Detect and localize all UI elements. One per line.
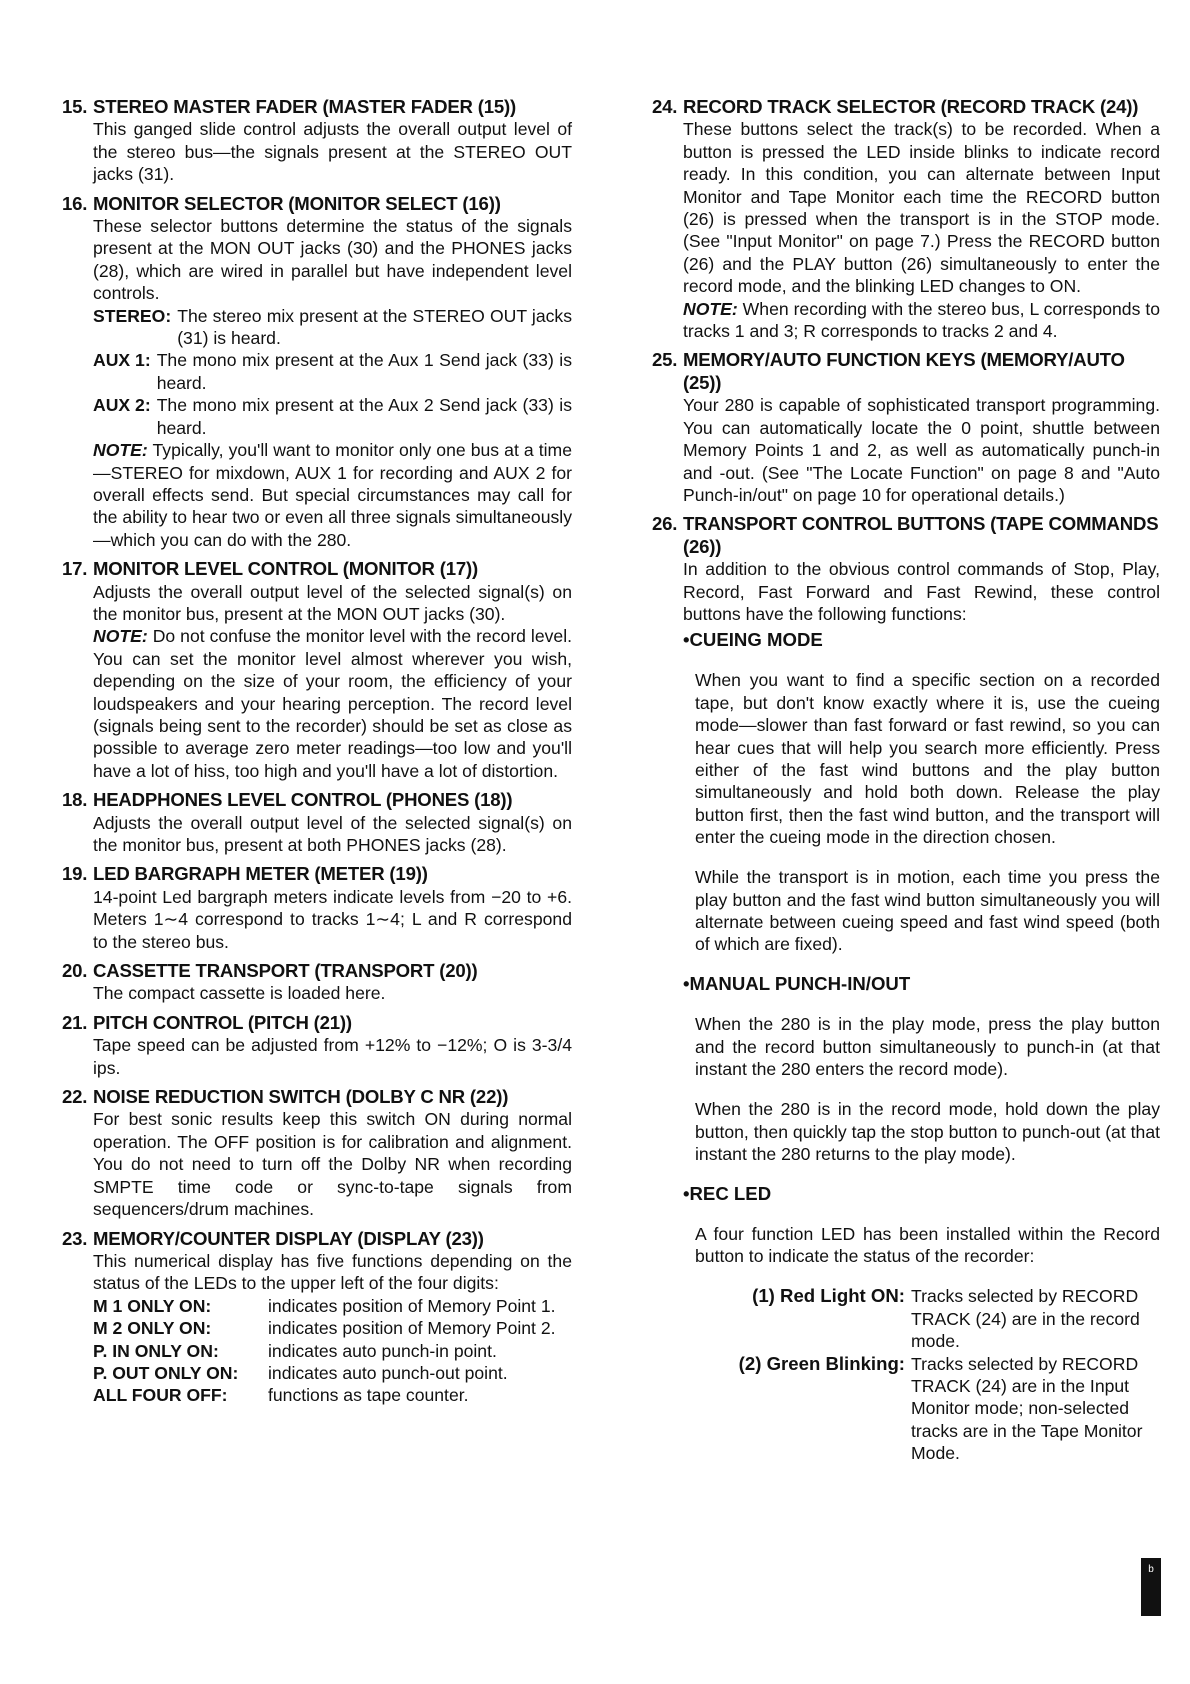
note-label: NOTE:: [93, 626, 148, 647]
section-heading: [62, 1012, 572, 1034]
definition-text: functions as tape counter.: [268, 1385, 469, 1406]
definition-item: [93, 1317, 572, 1339]
definition-term: AUX 1:: [93, 350, 151, 371]
section-body: In addition to the obvious control commands of Stop, Play, Record, Fast Forward and Fast Rewind, these control buttons have the following functions:: [683, 559, 1160, 624]
note-text: Typically, you'll want to monitor only one bus at a time—STEREO for mixdown, AUX 1 for recording and AUX 2 for overall effects send. But special circumstances may call for the ability to hear two or even all three signals simultaneously—which you can do with the 280.: [93, 440, 572, 550]
led-status-item: [720, 1285, 1160, 1352]
definition-term: P. IN ONLY ON:: [93, 1340, 219, 1361]
section-body: This ganged slide control adjusts the overall output level of the stereo bus—the signals present at the STEREO OUT jacks (31).: [93, 119, 572, 185]
section-heading: [62, 960, 572, 982]
mode-title: •REC LED: [683, 1183, 772, 1205]
definition-term: ALL FOUR OFF:: [93, 1385, 228, 1406]
section-18: [62, 789, 572, 856]
note-text: When recording with the stereo bus, L corresponds to tracks 1 and 3; R corresponds to tracks 2 and 4.: [683, 298, 1160, 342]
section-number: 22.: [62, 1086, 88, 1108]
definition-text: The mono mix present at the Aux 2 Send jack (33) is heard.: [156, 395, 572, 438]
section-heading: [62, 193, 572, 215]
definition-item: [93, 1384, 572, 1406]
section-number: 18.: [62, 789, 88, 811]
section-title: LED BARGRAPH METER (METER (19)): [93, 863, 428, 885]
section-body: The compact cassette is loaded here.: [93, 983, 386, 1004]
mode-paragraph: When the 280 is in the play mode, press the play button and the record button simultaneously to punch-in (at that instant the 280 enters the record mode).: [695, 1014, 1160, 1080]
mode-paragraph: When the 280 is in the record mode, hold down the play button, then quickly tap the stop button to punch-out (at that instant the 280 returns to the play mode).: [695, 1099, 1160, 1165]
section-title: PITCH CONTROL (PITCH (21)): [93, 1011, 352, 1033]
section-number: 20.: [62, 960, 88, 982]
mode-paragraph: When you want to find a specific section on a recorded tape, but don't know exactly where it is, use the cueing mode—slower than fast forward or fast rewind, so you can hear cues that will help you search more efficiently. Press either of the fast wind buttons and the play button simultaneously and hold both down. Release the play button first, then the fast wind button, and the transport will enter the cueing mode in the direction chosen.: [695, 670, 1160, 848]
section-title: MONITOR LEVEL CONTROL (MONITOR (17)): [93, 558, 479, 580]
section-number: 17.: [62, 558, 88, 580]
section-body: These selector buttons determine the status of the signals present at the MON OUT jacks (30) and the PHONES jacks (28), which are wired in parallel but have independent level controls.: [93, 216, 572, 304]
definition-item: [93, 305, 572, 350]
definition-term: M 2 ONLY ON:: [93, 1318, 212, 1339]
definition-term: AUX 2:: [93, 395, 151, 416]
definition-text: The mono mix present at the Aux 1 Send jack (33) is heard.: [156, 350, 572, 393]
led-status-term: (2) Green Blinking:: [738, 1352, 905, 1374]
definition-text: The stereo mix present at the STEREO OUT jacks (31) is heard.: [177, 305, 572, 349]
led-status-term: (1) Red Light ON:: [752, 1285, 905, 1307]
note-label: NOTE:: [683, 298, 738, 319]
section-body: Your 280 is capable of sophisticated transport programming. You can automatically locate the 0 point, shuttle between Memory Points 1 and 2, as well as automatically punch-in and -out. (See "The Locate Function" on page 8 and "Auto Punch-in/out" on page 10 for operational details.): [683, 395, 1160, 505]
definition-item: [93, 349, 572, 394]
section-16: [62, 193, 572, 552]
definition-text: indicates position of Memory Point 2.: [268, 1318, 556, 1339]
section-title: CASSETTE TRANSPORT (TRANSPORT (20)): [93, 960, 478, 982]
section-title: STEREO MASTER FADER (MASTER FADER (15)): [93, 96, 516, 117]
definition-text: indicates auto punch-out point.: [268, 1362, 508, 1383]
section-body: Adjusts the overall output level of the selected signal(s) on the monitor bus, present at both PHONES jacks (28).: [93, 812, 572, 855]
section-body: These buttons select the track(s) to be recorded. When a button is pressed the LED inside blinks to indicate record ready. In this condition, you can alternate between Input Monitor and Tape Monitor each time the RECORD button (26) is pressed when the transport is in the STOP mode. (See "Input Monitor" on page 7.) Press the RECORD button (26) and the PLAY button (26) simultaneously to enter the record mode, and the blinking LED changes to ON.: [683, 119, 1160, 297]
section-number: 21.: [62, 1011, 88, 1033]
section-title: MEMORY/AUTO FUNCTION KEYS (MEMORY/AUTO (25)): [683, 349, 1125, 393]
mode-paragraph: A four function LED has been installed within the Record button to indicate the status of the recorder:: [695, 1224, 1160, 1267]
section-23: [62, 1228, 572, 1407]
section-heading: [62, 1086, 572, 1108]
mode-manual-punch: [683, 973, 1160, 1165]
section-number: 15.: [62, 96, 88, 117]
section-body: 14-point Led bargraph meters indicate levels from −20 to +6. Meters 1∼4 correspond to tracks 1∼4; L and R correspond to the stereo bus.: [93, 886, 572, 952]
section-heading: [62, 96, 572, 118]
section-body: Tape speed can be adjusted from +12% to −12%; O is 3-3/4 ips.: [93, 1035, 572, 1078]
section-body: For best sonic results keep this switch ON during normal operation. The OFF position is for calibration and alignment. You do not need to turn off the Dolby NR when recording SMPTE time code or sync-to-tape signals from sequencers/drum machines.: [93, 1109, 572, 1220]
section-number: 24.: [652, 96, 678, 117]
section-body: Adjusts the overall output level of the selected signal(s) on the monitor bus, present at the MON OUT jacks (30).: [93, 581, 572, 624]
section-24: [652, 96, 1160, 342]
definition-item: [93, 1295, 572, 1317]
section-15: [62, 96, 572, 186]
definition-text: indicates auto punch-in point.: [268, 1340, 497, 1361]
led-status-text: Tracks selected by RECORD TRACK (24) are in the record mode.: [911, 1286, 1140, 1352]
section-body: This numerical display has five functions depending on the status of the LEDs to the upper left of the four digits:: [93, 1250, 572, 1294]
page-tab-label: b: [1148, 1564, 1154, 1575]
mode-title: •CUEING MODE: [683, 629, 823, 651]
section-heading: [62, 1228, 572, 1250]
definition-item: [93, 1340, 572, 1362]
section-title: MEMORY/COUNTER DISPLAY (DISPLAY (23)): [93, 1227, 484, 1249]
section-title: MONITOR SELECTOR (MONITOR SELECT (16)): [93, 192, 501, 214]
section-17: [62, 558, 572, 782]
section-number: 19.: [62, 863, 88, 885]
section-26: [652, 513, 1160, 1464]
section-number: 23.: [62, 1227, 88, 1249]
definition-item: [93, 1362, 572, 1384]
section-title: NOISE REDUCTION SWITCH (DOLBY C NR (22)): [93, 1086, 509, 1108]
section-number: 26.: [652, 513, 678, 535]
section-heading: [62, 558, 572, 580]
section-heading: [652, 96, 1160, 118]
led-status-item: [720, 1353, 1160, 1465]
section-heading: [62, 863, 572, 885]
mode-cueing: [683, 629, 1160, 955]
section-number: 25.: [652, 349, 678, 371]
section-number: 16.: [62, 192, 88, 214]
section-20: [62, 960, 572, 1005]
definition-item: [93, 394, 572, 439]
mode-title: •MANUAL PUNCH-IN/OUT: [683, 973, 911, 995]
section-19: [62, 863, 572, 953]
section-heading: [652, 513, 1160, 558]
section-21: [62, 1012, 572, 1079]
definition-term: M 1 ONLY ON:: [93, 1295, 212, 1316]
page-tab: [1141, 1558, 1161, 1616]
section-22: [62, 1086, 572, 1220]
section-heading: [62, 789, 572, 811]
section-title: TRANSPORT CONTROL BUTTONS (TAPE COMMANDS (26)): [683, 513, 1159, 557]
section-title: RECORD TRACK SELECTOR (RECORD TRACK (24)): [683, 96, 1139, 117]
note-text: Do not confuse the monitor level with the record level. You can set the monitor level almost wherever you wish, depending on the size of your room, the efficiency of your loudspeakers and your hearing perception. The record level (signals being sent to the recorder) should be set as close as possible to average zero meter readings—too low and you'll have a lot of hiss, too high and you'll have a lot of distortion.: [93, 626, 573, 781]
section-heading: [652, 349, 1160, 394]
definition-term: P. OUT ONLY ON:: [93, 1362, 239, 1383]
mode-rec-led: [683, 1183, 1160, 1268]
definition-text: indicates position of Memory Point 1.: [268, 1295, 556, 1316]
led-status-text: Tracks selected by RECORD TRACK (24) are in the Input Monitor mode; non-selected tracks are in the Tape Monitor Mode.: [911, 1353, 1143, 1464]
section-25: [652, 349, 1160, 506]
definition-term: STEREO:: [93, 305, 172, 326]
section-title: HEADPHONES LEVEL CONTROL (PHONES (18)): [93, 789, 513, 811]
right-column: [652, 96, 1160, 1472]
led-status-list: [720, 1285, 1160, 1464]
left-column: [62, 96, 572, 1414]
mode-paragraph: While the transport is in motion, each time you press the play button and the fast wind button simultaneously you will alternate between cueing speed and fast wind speed (both of which are fixed).: [695, 867, 1160, 955]
note-label: NOTE:: [93, 440, 148, 461]
